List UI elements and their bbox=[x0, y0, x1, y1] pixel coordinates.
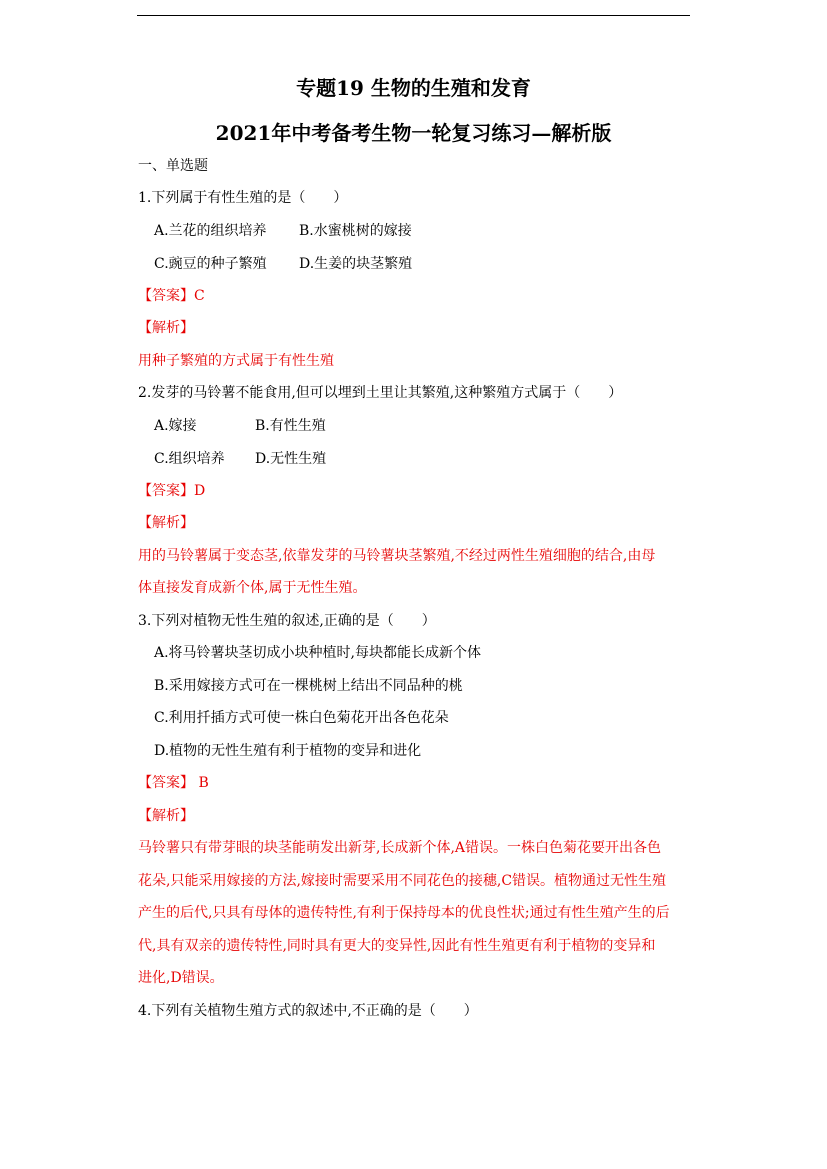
q1-stem: 1.下列属于有性生殖的是（ ） bbox=[138, 190, 348, 206]
q4-stem: 4.下列有关植物生殖方式的叙述中,不正确的是（ ） bbox=[138, 1003, 478, 1019]
q3-stem: 3.下列对植物无性生殖的叙述,正确的是（ ） bbox=[138, 613, 436, 629]
q3-analysis-line-2: 花朵,只能采用嫁接的方法,嫁接时需要采用不同花色的接穗,C错误。植物通过无性生殖 bbox=[138, 873, 667, 889]
q1-answer-value: C bbox=[194, 288, 205, 304]
q3-option-c: C.利用扦插方式可使一株白色菊花开出各色花朵 bbox=[154, 710, 449, 726]
q3-answer bbox=[138, 773, 209, 793]
q1-option-a: A.兰花的组织培养 bbox=[154, 223, 267, 239]
q3-option-a: A.将马铃薯块茎切成小块种植时,每块都能长成新个体 bbox=[154, 645, 482, 661]
page-title: 专题19 生物的生殖和发育 bbox=[296, 76, 531, 100]
section-heading: 一、单选题 bbox=[138, 158, 208, 174]
q2-stem: 2.发芽的马铃薯不能食用,但可以埋到土里让其繁殖,这种繁殖方式属于（ ） bbox=[138, 385, 623, 401]
q2-option-b: B.有性生殖 bbox=[255, 418, 326, 434]
q2-answer bbox=[138, 481, 205, 501]
q3-option-d: D.植物的无性生殖有利于植物的变异和进化 bbox=[154, 743, 422, 759]
q2-analysis-line-2: 体直接发育成新个体,属于无性生殖。 bbox=[138, 580, 367, 596]
q2-option-c: C.组织培养 bbox=[154, 451, 225, 467]
q2-option-d: D.无性生殖 bbox=[255, 451, 327, 467]
q2-analysis-label: 【解析】 bbox=[138, 515, 194, 531]
q3-analysis-line-5: 进化,D错误。 bbox=[138, 970, 224, 986]
q3-analysis-line-3: 产生的后代,只具有母体的遗传特性,有利于保持母本的优良性状;通过有性生殖产生的后 bbox=[138, 905, 670, 921]
q3-analysis-label: 【解析】 bbox=[138, 808, 194, 824]
answer-label: 【答案】 bbox=[138, 288, 194, 304]
q2-analysis-line-1: 用的马铃薯属于变态茎,依靠发芽的马铃薯块茎繁殖,不经过两性生殖细胞的结合,由母 bbox=[138, 548, 656, 564]
q3-answer-value: B bbox=[194, 775, 209, 791]
q1-analysis: 用种子繁殖的方式属于有性生殖 bbox=[138, 353, 334, 369]
header-rule bbox=[137, 15, 690, 16]
q3-analysis-line-4: 代,具有双亲的遗传特性,同时具有更大的变异性,因此有性生殖更有利于植物的变异和 bbox=[138, 938, 656, 954]
answer-label: 【答案】 bbox=[138, 775, 194, 791]
q3-option-b: B.采用嫁接方式可在一棵桃树上结出不同品种的桃 bbox=[154, 678, 463, 694]
q1-answer bbox=[138, 286, 205, 306]
q1-option-d: D.生姜的块茎繁殖 bbox=[299, 256, 413, 272]
q1-option-b: B.水蜜桃树的嫁接 bbox=[299, 223, 412, 239]
q2-answer-value: D bbox=[194, 483, 206, 499]
q1-option-c: C.豌豆的种子繁殖 bbox=[154, 256, 267, 272]
q3-analysis-line-1: 马铃薯只有带芽眼的块茎能萌发出新芽,长成新个体,A错误。一株白色菊花要开出各色 bbox=[138, 840, 662, 856]
answer-label: 【答案】 bbox=[138, 483, 194, 499]
q1-analysis-label: 【解析】 bbox=[138, 320, 194, 336]
q2-option-a: A.嫁接 bbox=[154, 418, 197, 434]
page-subtitle: 2021年中考备考生物一轮复习练习—解析版 bbox=[215, 121, 612, 145]
